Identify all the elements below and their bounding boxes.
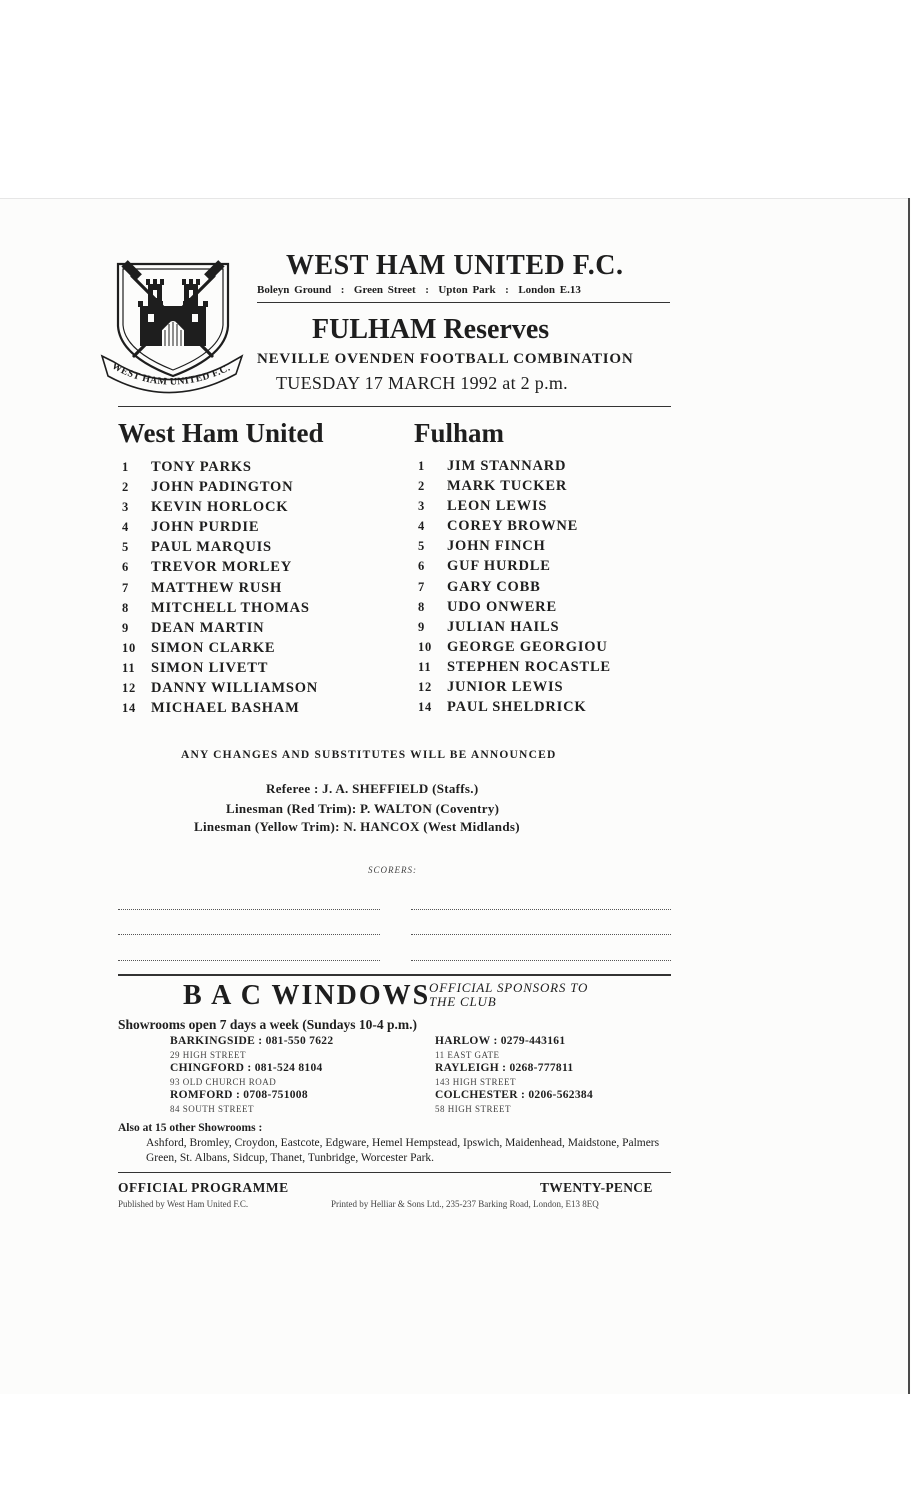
squad-number: 2 — [418, 479, 426, 494]
squad-number: 4 — [418, 519, 426, 534]
branch-romford: ROMFORD : 0708-751008 — [170, 1089, 308, 1101]
squad-number: 8 — [122, 600, 130, 615]
player-name: GEORGE GEORGIOU — [447, 638, 608, 655]
player-name: JIM STANNARD — [447, 458, 567, 474]
scorer-line — [118, 960, 380, 961]
ground-address: Boleyn Ground : Green Street : Upton Park : London E.13 — [257, 284, 581, 296]
list-item — [418, 476, 611, 496]
showroom-hours: Showrooms open 7 days a week (Sundays 10-4 p.m.) — [118, 1017, 418, 1032]
squad-number: 11 — [418, 659, 432, 674]
player-name: GUF HURDLE — [447, 558, 551, 575]
list-item — [418, 597, 611, 617]
player-name: JULIAN HAILS — [447, 618, 560, 635]
programme-label: OFFICIAL PROGRAMME — [118, 1180, 289, 1195]
player-name: TREVOR MORLEY — [151, 559, 293, 576]
player-name: MATTHEW RUSH — [151, 579, 283, 596]
squad-number: 6 — [418, 559, 426, 574]
list-item — [122, 457, 318, 477]
list-item — [122, 578, 318, 598]
squad-number: 9 — [418, 619, 426, 634]
squad-number: 10 — [122, 640, 137, 655]
branch-harlow: HARLOW : 0279-443161 — [435, 1035, 566, 1047]
price-label: TWENTY-PENCE — [540, 1180, 653, 1195]
branch-address: 11 EAST GATE — [435, 1050, 500, 1060]
sponsor-rule — [118, 974, 671, 976]
player-name: MICHAEL BASHAM — [151, 700, 300, 717]
squad-number: 10 — [418, 639, 433, 654]
squad-number: 6 — [122, 560, 130, 575]
list-item — [122, 678, 318, 698]
list-item — [418, 496, 611, 516]
away-team-name: Fulham — [414, 418, 505, 448]
address-rule — [257, 302, 670, 303]
player-name: KEVIN HORLOCK — [151, 499, 289, 516]
sheet-top-edge — [0, 198, 908, 199]
player-name: JUNIOR LEWIS — [447, 679, 564, 696]
away-squad-list — [418, 456, 611, 717]
squad-number: 3 — [418, 499, 426, 514]
list-item — [418, 617, 611, 637]
footer-rule — [118, 1172, 671, 1173]
player-name: PAUL SHELDRICK — [447, 699, 587, 716]
squad-number: 1 — [122, 460, 130, 474]
scorer-line — [411, 909, 671, 910]
printer-note: Printed by Helliar & Sons Ltd., 235-237 Barking Road, London, E13 8EQ — [331, 1199, 599, 1209]
list-item — [122, 497, 318, 517]
svg-text:WEST HAM UNITED F.C.: WEST HAM UNITED F.C. — [109, 360, 233, 388]
player-name: MARK TUCKER — [447, 478, 568, 495]
opponent-title: FULHAM Reserves — [312, 314, 550, 345]
squad-number: 9 — [122, 620, 130, 635]
sponsor-name: B A C WINDOWS — [183, 980, 431, 1011]
squad-number: 7 — [122, 580, 130, 595]
squad-number: 2 — [122, 480, 130, 495]
scorer-line — [118, 934, 380, 935]
branch-address: 58 HIGH STREET — [435, 1104, 511, 1114]
address-street: Green Street — [353, 284, 416, 296]
player-name: JOHN PURDIE — [151, 519, 260, 536]
list-item — [418, 637, 611, 657]
substitutes-notice: ANY CHANGES AND SUBSTITUTES WILL BE ANNOUNCED — [181, 749, 557, 761]
list-item — [418, 516, 611, 536]
list-item — [122, 658, 318, 678]
match-date: TUESDAY 17 MARCH 1992 at 2 p.m. — [276, 373, 568, 393]
sponsor-tagline: OFFICIAL SPONSORS TO THE CLUB — [429, 980, 589, 1009]
list-item — [418, 556, 611, 576]
branch-colchester: COLCHESTER : 0206-562384 — [435, 1089, 593, 1101]
list-item — [122, 537, 318, 557]
player-name: COREY BROWNE — [447, 518, 579, 535]
branch-address: 84 SOUTH STREET — [170, 1104, 254, 1114]
squad-number: 4 — [122, 520, 130, 535]
club-crest-logo — [98, 252, 246, 402]
publisher-note: Published by West Ham United F.C. — [118, 1199, 249, 1209]
squad-number: 7 — [418, 579, 426, 594]
player-name: SIMON LIVETT — [151, 659, 269, 676]
home-squad-list — [122, 457, 318, 718]
list-item — [418, 657, 611, 677]
squad-number: 14 — [418, 700, 433, 715]
squad-number: 11 — [122, 660, 136, 675]
other-showrooms-title: Also at 15 other Showrooms : — [118, 1122, 263, 1134]
list-item — [418, 456, 611, 476]
player-name: DEAN MARTIN — [151, 619, 265, 636]
scorer-line — [118, 909, 380, 910]
player-name: UDO ONWERE — [447, 598, 557, 615]
club-title: WEST HAM UNITED F.C. — [286, 250, 624, 281]
list-item — [122, 517, 318, 537]
list-item — [122, 598, 318, 618]
player-name: GARY COBB — [447, 578, 541, 595]
branch-address: 29 HIGH STREET — [170, 1050, 246, 1060]
home-team-name: West Ham United — [118, 418, 324, 448]
squad-number: 12 — [122, 681, 137, 696]
branch-rayleigh: RAYLEIGH : 0268-777811 — [435, 1062, 574, 1074]
player-name: STEPHEN ROCASTLE — [447, 658, 611, 675]
address-city: London E.13 — [518, 284, 581, 296]
scorers-label: SCORERS: — [368, 865, 417, 875]
squad-number: 14 — [122, 701, 137, 716]
list-item — [122, 618, 318, 638]
player-name: TONY PARKS — [151, 459, 252, 475]
player-name: LEON LEWIS — [447, 498, 548, 515]
branch-address: 93 OLD CHURCH ROAD — [170, 1077, 277, 1087]
squad-number: 1 — [418, 459, 426, 473]
squad-number: 12 — [418, 680, 433, 695]
branch-chingford: CHINGFORD : 081-524 8104 — [170, 1062, 323, 1074]
scorer-line — [411, 934, 671, 935]
squad-number: 8 — [418, 599, 426, 614]
list-item — [122, 638, 318, 658]
competition-name: NEVILLE OVENDEN FOOTBALL COMBINATION — [257, 351, 634, 367]
branch-barkingside: BARKINGSIDE : 081-550 7622 — [170, 1035, 334, 1047]
list-item — [418, 536, 611, 556]
squad-number: 5 — [122, 540, 130, 555]
player-name: DANNY WILLIAMSON — [151, 680, 319, 697]
address-ground: Boleyn Ground — [257, 284, 332, 296]
list-item — [418, 677, 611, 697]
referee-line: Referee : J. A. SHEFFIELD (Staffs.) — [266, 781, 479, 796]
linesman-yellow-line: Linesman (Yellow Trim): N. HANCOX (West Midlands) — [194, 819, 520, 834]
scorer-line — [411, 960, 671, 961]
sheet-right-edge — [908, 198, 910, 1394]
player-name: PAUL MARQUIS — [151, 539, 272, 556]
player-name: JOHN PADINGTON — [151, 479, 294, 496]
list-item — [418, 577, 611, 597]
other-showrooms-list: Ashford, Bromley, Croydon, Eastcote, Edgware, Hemel Hempstead, Ipswich, Maidenhead, Maidstone, Palmers Green, St. Albans, Sidcup, Thanet, Tunbridge, Worcester Park. — [146, 1137, 660, 1164]
list-item — [122, 557, 318, 577]
squad-number: 3 — [122, 500, 130, 515]
player-name: MITCHELL THOMAS — [151, 599, 310, 616]
list-item — [122, 477, 318, 497]
linesman-red-line: Linesman (Red Trim): P. WALTON (Coventry) — [226, 801, 500, 816]
list-item — [122, 698, 318, 718]
list-item — [418, 697, 611, 717]
branch-address: 143 HIGH STREET — [435, 1077, 516, 1087]
player-name: SIMON CLARKE — [151, 639, 276, 656]
header-rule — [118, 406, 671, 407]
address-area: Upton Park — [438, 284, 496, 296]
player-name: JOHN FINCH — [447, 538, 546, 555]
squad-number: 5 — [418, 539, 426, 554]
